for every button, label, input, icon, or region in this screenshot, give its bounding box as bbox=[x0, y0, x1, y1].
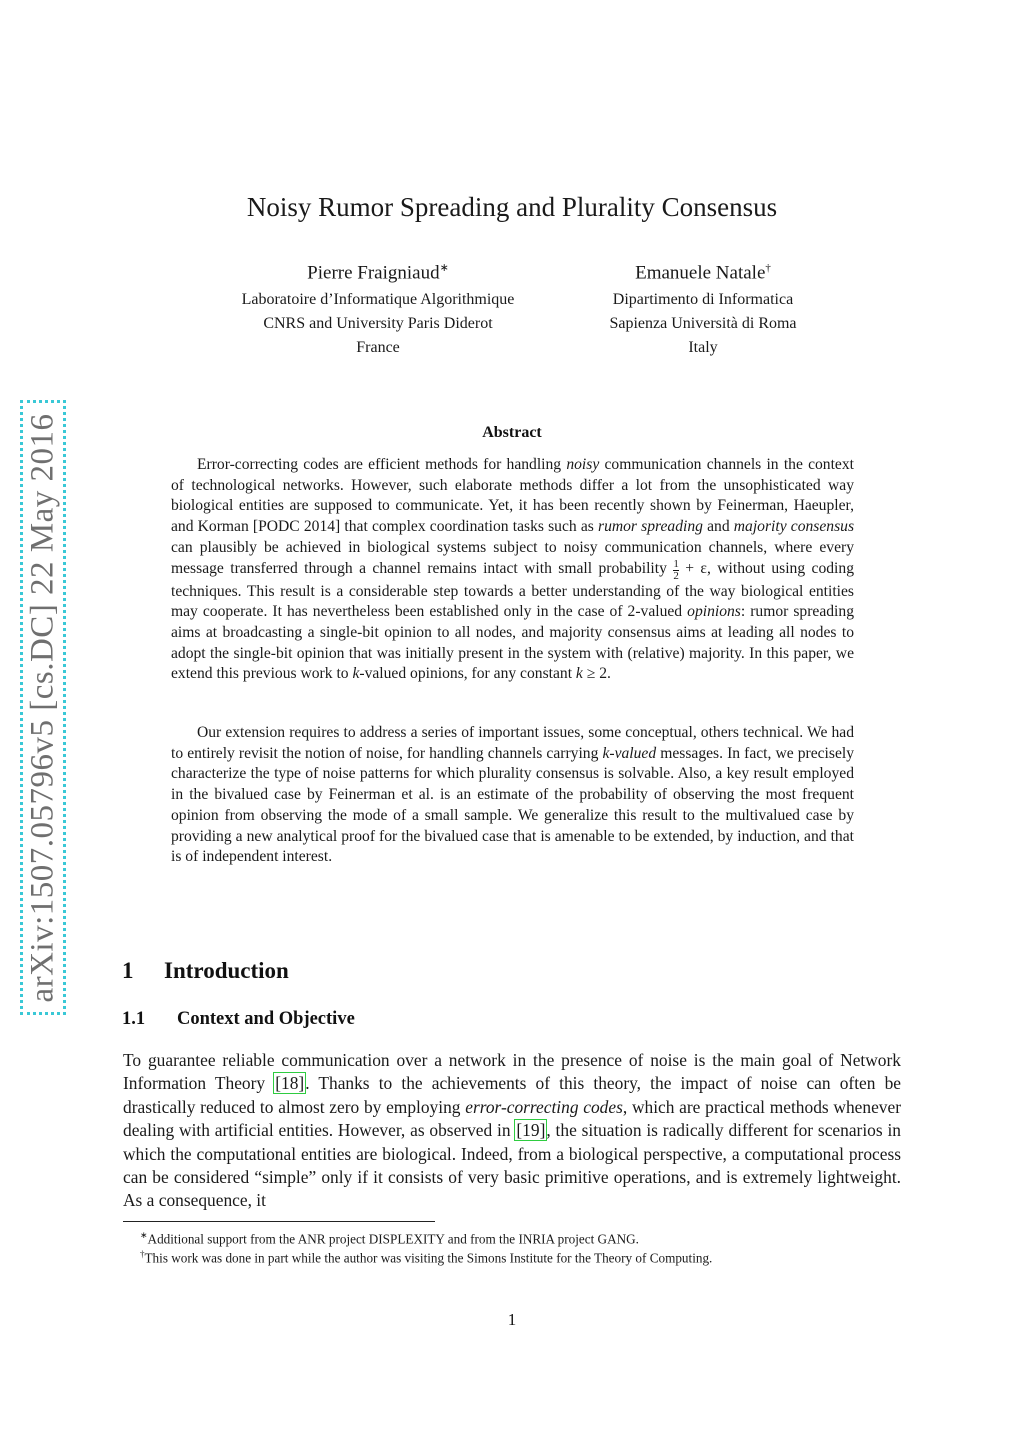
citation-link[interactable]: [18] bbox=[275, 1073, 305, 1094]
citation-link[interactable]: [19] bbox=[516, 1120, 546, 1141]
author-name: Pierre Fraigniaud∗ bbox=[307, 262, 449, 284]
author-affiliation-line: Dipartimento di Informatica bbox=[612, 291, 794, 309]
author-affiliation-line: Laboratoire d’Informatique Algorithmique bbox=[241, 291, 515, 309]
author-affiliation-line: CNRS and University Paris Diderot bbox=[263, 315, 493, 333]
footnote: ∗Additional support from the ANR project DISPLEXITY and from the INRIA project GANG. bbox=[140, 1230, 639, 1247]
footnote: †This work was done in part while the author was visiting the Simons Institute for the Theory of Computing. bbox=[140, 1249, 713, 1266]
abstract-heading: Abstract bbox=[482, 424, 542, 441]
arxiv-identifier: arXiv:1507.05796v5 [cs.DC] 22 May 2016 bbox=[24, 412, 61, 1003]
arxiv-stamp bbox=[20, 400, 66, 1015]
introduction-paragraph: To guarantee reliable communication over a network in the presence of noise is the main goal of Network Information Theory [18]. Thanks to the achievements of this theory, the impact of noise can often be drastically reduced to almost zero by employing error-correcting codes, which are practical methods whenever dealing with artificial entities. However, as observed in [19], the situation is radically different for scenarios in which the computational entities are biological. Indeed, from a biological perspective, a computational process can be considered “simple” only if it consists of very basic primitive operations, and is extremely lightweight. As a consequence, it bbox=[123, 1050, 901, 1211]
abstract-paragraph-1: Error-correcting codes are efficient methods for handling noisy communication channels in the context of technological networks. However, such elaborate methods differ a lot from the unsophisticated way biological entities are supposed to communicate. Yet, it has been recently shown by Feinerman, Haeupler, and Korman [PODC 2014] that complex coordination tasks such as rumor spreading and majority consensus can plausibly be achieved in biological systems subject to noisy communication channels, where every message transferred through a channel remains intact with small probability $\frac{1}{2}$ + ε, without using coding techniques. This result is a considerable step towards a better understanding of the way biological entities may cooperate. It has nevertheless been established only in the case of 2-valued opinions: rumor spreading aims at broadcasting a single-bit opinion to all nodes, and majority consensus aims at leading all nodes to adopt the single-bit opinion that was initially present in the system with (relative) majority. In this paper, we extend this previous work to k-valued opinions, for any constant k ≥ 2. bbox=[171, 456, 855, 683]
author-block-1 bbox=[198, 256, 558, 360]
author-affiliation-line: Sapienza Università di Roma bbox=[609, 315, 797, 333]
author-affiliation-line: France bbox=[356, 339, 400, 357]
subsection-heading: 1.1 Context and Objective bbox=[122, 1009, 355, 1029]
author-name: Emanuele Natale† bbox=[635, 262, 771, 284]
footnote-divider bbox=[123, 1221, 435, 1222]
abstract-paragraph-2: Our extension requires to address a series of important issues, some conceptual, others technical. We had to entirely revisit the notion of noise, for handling channels carrying k-valued messages. In fact, we precisely characterize the type of noise patterns for which plurality consensus is solvable. Also, a key result employed in the bivalued case by Feinerman et al. is an estimate of the probability of observing the most frequent opinion from observing the mode of a small sample. We generalize this result to the multivalued case by providing a new analytical proof for the bivalued case that is amenable to be extended, by induction, and that is of independent interest. bbox=[171, 724, 854, 866]
paper-title: Noisy Rumor Spreading and Plurality Consensus bbox=[246, 192, 778, 222]
fraction-one-half: $\frac{1}{2}$ bbox=[673, 557, 679, 582]
author-block-2 bbox=[523, 256, 883, 360]
section-heading: 1 Introduction bbox=[122, 958, 289, 983]
page-number: 1 bbox=[507, 1310, 517, 1329]
author-affiliation-line: Italy bbox=[688, 339, 718, 357]
